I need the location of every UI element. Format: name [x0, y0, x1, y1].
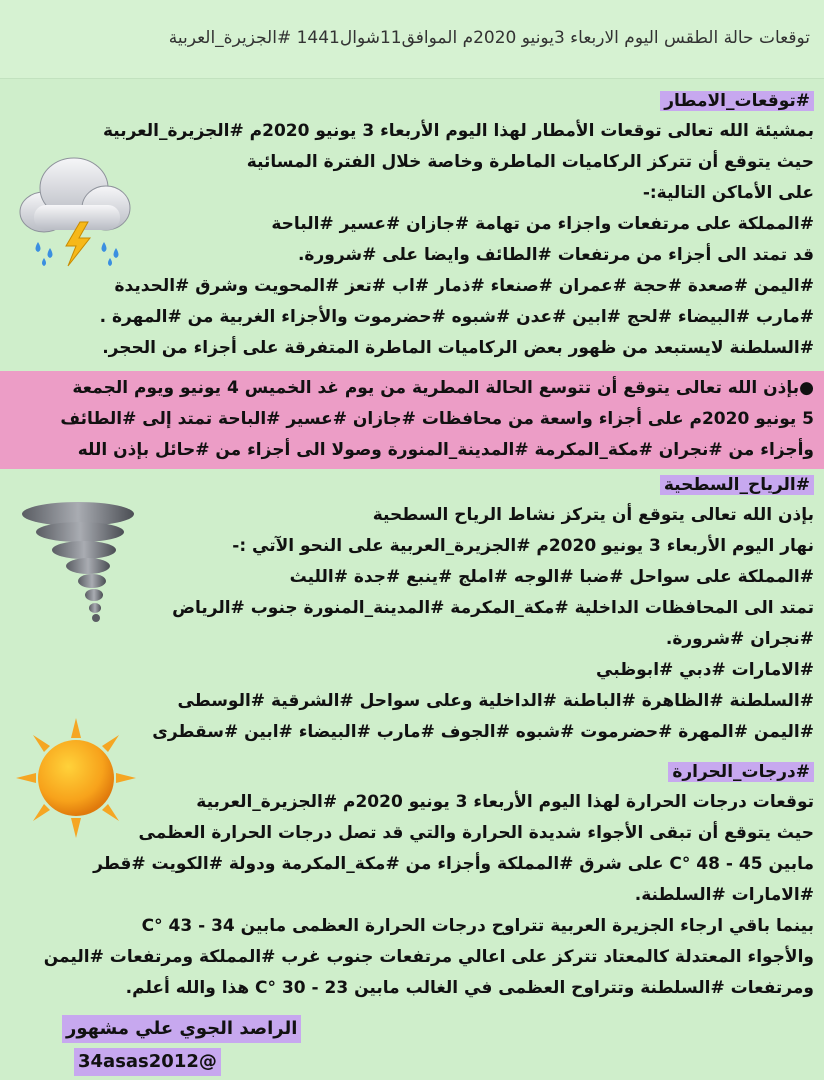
signature-handle: @34asas2012	[74, 1048, 221, 1076]
rain-line: حيث يتوقع أن تتركز الركاميات الماطرة وخاصة خلال الفترة المسائية	[246, 152, 814, 172]
rain-line: قد تمتد الى أجزاء من مرتفعات #الطائف وايضا على #شرورة.	[297, 245, 814, 265]
header-bar	[0, 0, 824, 79]
signature-name-row	[62, 1015, 301, 1043]
temperature-line: والأجواء المعتدلة كالمعتاد تتركز على اعالي مرتفعات جنوب غرب #المملكة ومرتفعات #اليمن	[43, 947, 814, 967]
sun-icon	[14, 716, 138, 840]
wind-line: تمتد الى المحافظات الداخلية #مكة_المكرمة #المدينة_المنورة جنوب #الرياض	[172, 598, 814, 618]
wind-line: #اليمن #المهرة #حضرموت #شبوه #الجوف #مارب #البيضاء #ابين #سقطرى	[152, 722, 814, 742]
wind-line: #السلطنة #الظاهرة #الباطنة #الداخلية وعلى سواحل #الشرقية #الوسطى	[177, 691, 814, 711]
signature-name: الراصد الجوي علي مشهور	[62, 1015, 301, 1043]
signature-handle-row	[74, 1048, 221, 1076]
temperature-line: بينما باقي ارجاء الجزيرة العربية تتراوح درجات الحرارة العظمى مابين 34 - 43 °C	[141, 916, 814, 936]
temperature-line: حيث يتوقع أن تبقى الأجواء شديدة الحرارة والتي قد تصل درجات الحرارة العظمى	[138, 823, 814, 843]
temperature-line: #الامارات #السلطنة.	[634, 885, 814, 905]
temperature-heading: #درجات_الحرارة	[668, 762, 814, 782]
rain-line: #السلطنة لايستبعد من ظهور بعض الركاميات الماطرة المتفرقة على أجزاء من الحجر.	[102, 338, 814, 358]
wind-heading: #الرياح_السطحية	[660, 475, 814, 495]
alert-block	[8, 373, 814, 466]
wind-line: #الامارات #دبي #ابوظبي	[596, 660, 814, 680]
tornado-icon	[18, 500, 138, 624]
alert-line: 5 يونيو 2020م على أجزاء واسعة من محافظات #جازان #عسير #الباحة تمتد إلى #الطائف	[60, 409, 814, 429]
rain-cloud-lightning-icon	[14, 150, 136, 268]
rain-line: بمشيئة الله تعالى توقعات الأمطار لهذا اليوم الأربعاء 3 يونيو 2020م #الجزيرة_العربية	[102, 121, 814, 141]
rain-line: #المملكة على مرتفعات واجزاء من تهامة #جازان #عسير #الباحة	[271, 214, 814, 234]
wind-line: بإذن الله تعالى يتوقع أن يتركز نشاط الرياح السطحية	[372, 505, 814, 525]
rain-line: #مارب #البيضاء #لحج #ابين #عدن #شبوه #حضرموت والأجزاء الغربية من #المهرة .	[99, 307, 814, 327]
rain-line: #اليمن #صعدة #حجة #عمران #صنعاء #ذمار #اب #تعز #المحويت وشرق #الحديدة	[114, 276, 814, 296]
alert-line: وأجزاء من #نجران #مكة_المكرمة #المدينة_المنورة وصولا الى أجزاء من #حائل بإذن الله	[77, 440, 814, 460]
temperature-line: ومرتفعات #السلطنة وتتراوح العظمى في الغالب مابين 23 - 30 °C هذا والله أعلم.	[125, 978, 814, 998]
wind-line: #نجران #شرورة.	[665, 629, 814, 649]
page-title: توقعات حالة الطقس اليوم الاربعاء 3يونيو 2020م الموافق11شوال1441 #الجزيرة_العربية	[168, 28, 810, 48]
alert-line: ●بإذن الله تعالى يتوقع أن تتوسع الحالة المطرية من يوم غد الخميس 4 يونيو ويوم الجمعة	[72, 378, 814, 398]
wind-line: نهار اليوم الأربعاء 3 يونيو 2020م #الجزيرة_العربية على النحو الآتي :-	[232, 536, 814, 556]
temperature-line: توقعات درجات الحرارة لهذا اليوم الأربعاء 3 يونيو 2020م #الجزيرة_العربية	[196, 792, 814, 812]
temperature-line: مابين 45 - 48 °C على شرق #المملكة وأجزاء من #مكة_المكرمة ودولة #الكويت #قطر	[93, 854, 814, 874]
wind-line: #المملكة على سواحل #ضبا #الوجه #املج #ينبع #جدة #الليث	[289, 567, 814, 587]
rain-line: على الأماكن التالية:-	[642, 183, 814, 203]
rain-heading: #توقعات_الامطار	[660, 91, 814, 111]
